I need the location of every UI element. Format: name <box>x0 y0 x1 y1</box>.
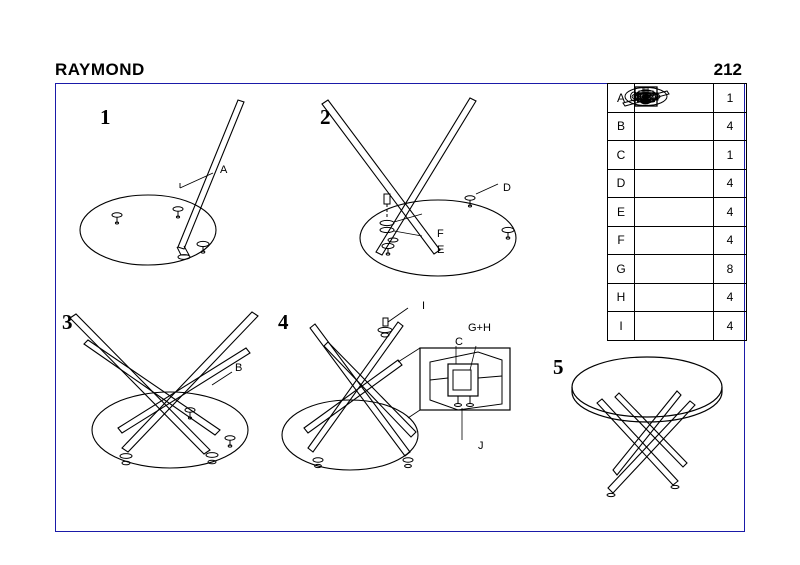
table-row <box>608 255 747 284</box>
table-row <box>608 283 747 312</box>
step-4-illustration <box>280 300 530 510</box>
table-row <box>608 198 747 227</box>
callout-a: A <box>220 164 228 176</box>
table-row <box>608 112 747 141</box>
callout-i: I <box>422 300 426 312</box>
part-icon-spiral-washer <box>635 226 714 255</box>
part-label: G <box>608 255 635 284</box>
part-label: C <box>608 141 635 170</box>
callout-j: J <box>478 440 484 452</box>
step-number-2: 2 <box>320 105 331 129</box>
step-number-5: 5 <box>553 355 564 379</box>
part-label: A <box>608 84 635 113</box>
step-number-1: 1 <box>100 105 111 129</box>
callout-c: C <box>455 336 463 348</box>
step-1-illustration <box>70 90 300 290</box>
table-row <box>608 226 747 255</box>
callout-d: D <box>503 182 511 194</box>
part-qty: 4 <box>714 283 747 312</box>
part-qty: 4 <box>714 169 747 198</box>
page-title: RAYMOND <box>55 60 145 79</box>
part-qty: 4 <box>714 112 747 141</box>
parts-table <box>607 83 745 331</box>
part-icon-long-leg-bar <box>635 112 714 141</box>
step-3-illustration <box>60 300 310 500</box>
part-label: F <box>608 226 635 255</box>
step-number-3: 3 <box>62 310 73 334</box>
table-row <box>608 141 747 170</box>
part-icon-square-bracket-plate <box>635 141 714 170</box>
part-qty: 4 <box>714 226 747 255</box>
part-qty: 1 <box>714 141 747 170</box>
part-icon-oval-washer <box>635 283 714 312</box>
callout-f: F <box>437 228 444 240</box>
part-qty: 4 <box>714 198 747 227</box>
part-qty: 1 <box>714 84 747 113</box>
part-label: D <box>608 169 635 198</box>
step-5-illustration <box>555 345 745 520</box>
part-label: B <box>608 112 635 141</box>
part-label: H <box>608 283 635 312</box>
callout-e: E <box>437 244 445 256</box>
step-2-illustration <box>330 90 580 290</box>
step-number-4: 4 <box>278 310 289 334</box>
table-row <box>608 169 747 198</box>
part-qty: 8 <box>714 255 747 284</box>
table-row <box>608 312 747 341</box>
part-icon-bolt-with-cap <box>635 312 714 341</box>
page-number: 212 <box>713 60 742 79</box>
part-label: E <box>608 198 635 227</box>
part-icon-flat-washer <box>635 198 714 227</box>
part-label: I <box>608 312 635 341</box>
callout-b: B <box>235 362 243 374</box>
callout-gh: G+H <box>468 322 491 334</box>
part-icon-dowel-pin <box>635 169 714 198</box>
part-qty: 4 <box>714 312 747 341</box>
part-icon-threaded-screw <box>635 255 714 284</box>
